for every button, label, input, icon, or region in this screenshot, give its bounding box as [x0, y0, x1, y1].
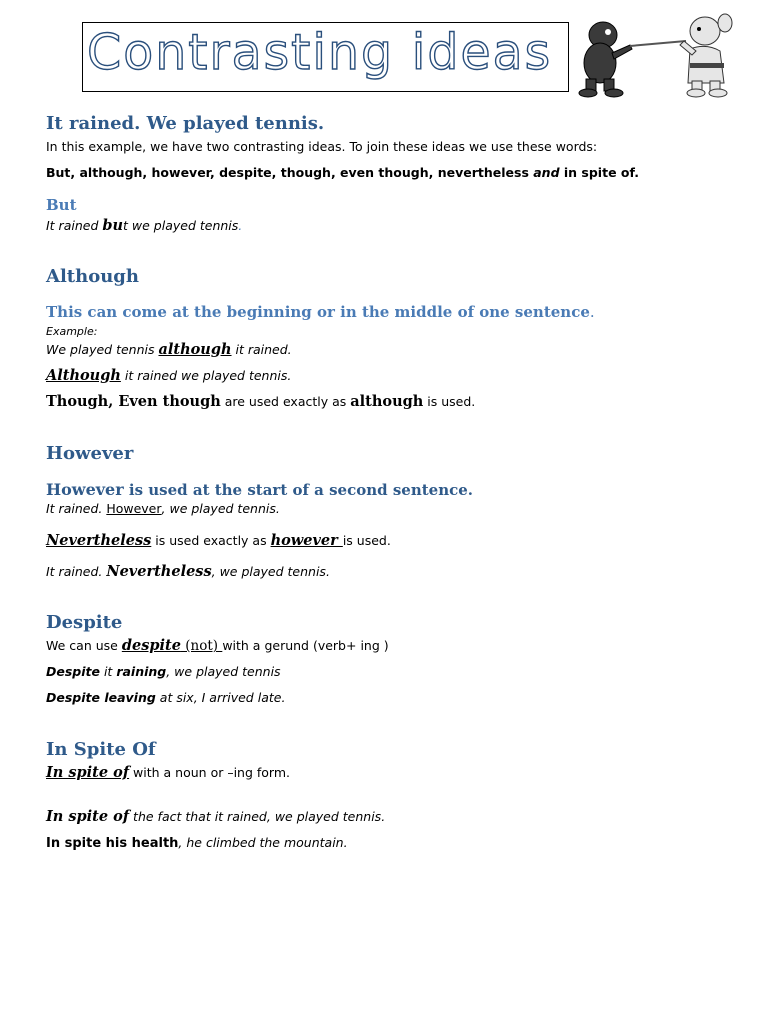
however-ex2-pre: It rained.: [46, 564, 107, 579]
although-subheading: [46, 303, 595, 321]
sword: [630, 41, 686, 46]
words-and: and: [533, 165, 560, 180]
intro-text: In this example, we have two contrasting ideas. To join these ideas we use these words:: [46, 139, 598, 154]
however-example-1: [46, 501, 280, 516]
in-spite-of-ex1-post: the fact that it rained, we played tennis.: [129, 809, 386, 824]
despite-line-not: (not): [180, 638, 223, 654]
words-part1: But, although, however, despite, though, even though, nevertheless: [46, 165, 534, 180]
despite-ex1-mid: it: [99, 664, 117, 679]
although-ex2-word: Although: [46, 367, 121, 384]
cartoon-fencers-illustration: [568, 5, 738, 100]
but-ex-pre: It rained: [46, 218, 103, 233]
although-note-post: is used.: [423, 394, 476, 409]
but-ex-post: t we played tennis: [123, 218, 239, 233]
although-example-2: [46, 367, 291, 384]
belt: [690, 63, 724, 68]
in-spite-of-example-2: [46, 835, 348, 851]
despite-example-2: [46, 690, 285, 705]
although-example-1: [46, 341, 292, 358]
in-spite-of-line-post: with a noun or –ing form.: [129, 765, 290, 780]
in-spite-of-heading: In Spite Of: [46, 739, 156, 760]
despite-heading: Despite: [46, 612, 123, 633]
although-ex1-pre: We played tennis: [46, 342, 159, 357]
however-ex1-word: However: [106, 501, 162, 516]
however-ex2-post: , we played tennis.: [211, 564, 330, 579]
however-heading: However: [46, 443, 134, 464]
but-heading: But: [46, 196, 77, 214]
however-subheading: [46, 480, 473, 499]
however-sub-rest: is used at the start of a second sentence.: [123, 481, 473, 499]
despite-ex1-post: , we played tennis: [166, 664, 281, 679]
nevertheless-mid: is used exactly as: [151, 533, 271, 548]
nevertheless-word: Nevertheless: [46, 532, 152, 549]
but-ex-dot: .: [238, 218, 243, 233]
although-note: [46, 393, 475, 410]
page-title: Contrasting ideas: [87, 24, 553, 81]
although-ex1-post: it rained.: [231, 342, 292, 357]
in-spite-of-ex1-word: In spite of: [46, 808, 130, 825]
but-example: [46, 217, 242, 234]
despite-ex2-word: Despite leaving: [46, 690, 156, 705]
however-ex1-pre: It rained.: [46, 501, 107, 516]
despite-ex2-post: at six, I arrived late.: [155, 690, 286, 705]
but-ex-word: bu: [102, 217, 124, 234]
intro-words: [46, 165, 639, 180]
although-sub-text: This can come at the beginning or in the middle of one sentence: [46, 303, 590, 321]
despite-ex1-word2: raining: [116, 664, 167, 679]
although-note-words: Though, Even though: [46, 393, 221, 410]
despite-line-post: with a gerund (verb+ ing ): [222, 638, 389, 653]
in-spite-of-example-1: [46, 808, 385, 825]
eye: [605, 29, 611, 35]
nevertheless-however-word: however: [270, 532, 343, 549]
nevertheless-post: is used.: [342, 533, 391, 548]
in-spite-of-ex2-word: In spite his health: [46, 836, 179, 851]
in-spite-of-ex2-post: , he climbed the mountain.: [178, 835, 348, 850]
however-ex2-word: Nevertheless: [106, 563, 212, 580]
nevertheless-note: [46, 532, 391, 549]
however-sub-word: However: [46, 480, 124, 499]
however-example-2: [46, 563, 330, 580]
although-heading: Although: [46, 266, 139, 287]
words-part2: in spite of.: [559, 165, 639, 180]
although-sub-dot: .: [589, 303, 595, 321]
in-spite-of-line-word: In spite of: [46, 764, 130, 781]
despite-line-pre: We can use: [46, 638, 122, 653]
example-label: Example:: [46, 325, 98, 338]
despite-line: [46, 637, 389, 654]
in-spite-of-line: [46, 764, 290, 781]
although-note-mid: are used exactly as: [220, 394, 351, 409]
although-ex1-word: although: [158, 341, 232, 358]
intro-heading: It rained. We played tennis.: [46, 113, 325, 134]
although-ex2-post: it rained we played tennis.: [120, 368, 292, 383]
light-figure: [680, 14, 732, 97]
eye: [697, 27, 701, 31]
title-box: [82, 22, 569, 92]
despite-example-1: [46, 664, 281, 679]
however-ex1-post: , we played tennis.: [161, 501, 280, 516]
although-note-word: although: [350, 393, 424, 410]
despite-ex1-word: Despite: [46, 664, 100, 679]
despite-line-word: despite: [121, 637, 181, 654]
